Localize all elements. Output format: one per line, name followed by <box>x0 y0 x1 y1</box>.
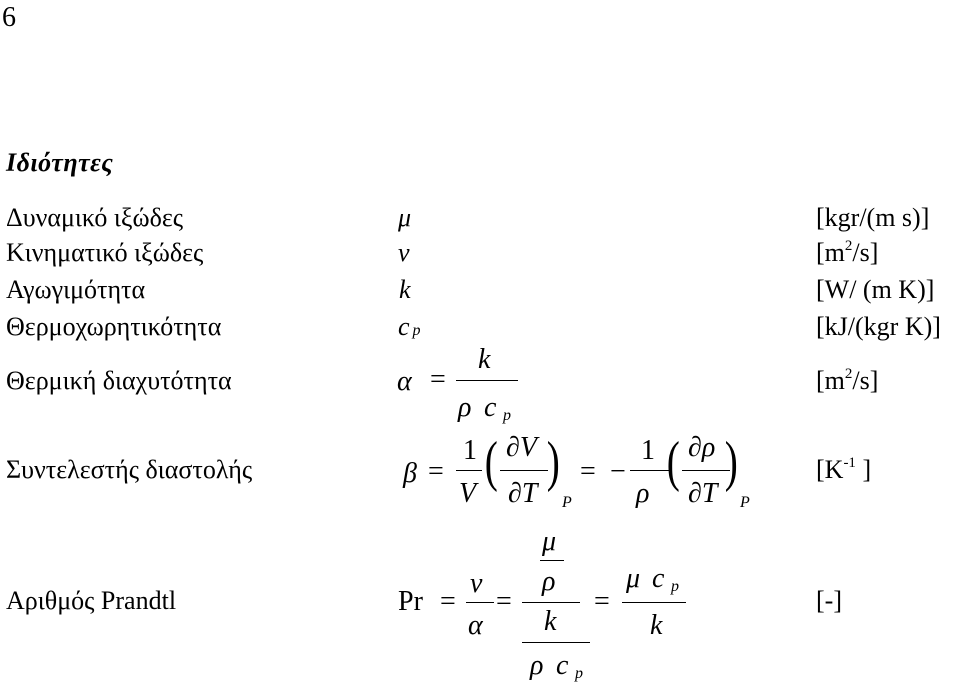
eq-pr-bar-main <box>522 602 580 603</box>
eq-beta-sub-P-b: P <box>740 494 750 511</box>
eq-beta-bar-c <box>630 470 670 471</box>
eq-beta-equals-2: = <box>580 456 596 487</box>
eq-beta-bar-d <box>682 470 730 471</box>
symbol-cp-c: c <box>398 312 410 341</box>
eq-pr-rho-a: ρ <box>542 566 556 597</box>
eq-pr-sub-b: p <box>575 665 583 682</box>
property-name-prandtl: Αριθμός Prandtl <box>6 586 177 615</box>
property-name-dynamic-viscosity: Δυναμικό ιξώδες <box>6 203 184 232</box>
eq-beta-rparen-a: ) <box>546 431 560 493</box>
eq-pr-bar-d <box>622 602 686 603</box>
eq-pr-equals-3: = <box>594 586 610 617</box>
symbol-cp <box>398 312 421 346</box>
property-name-kinematic-viscosity: Κινηματικό ιξώδες <box>6 238 204 267</box>
unit-ec-base: [K <box>816 455 844 484</box>
eq-beta-dV: ∂V <box>506 432 537 463</box>
eq-pr-bar-c <box>522 642 590 643</box>
property-name-expansion-coefficient: Συντελεστής διαστολής <box>6 455 253 484</box>
unit-prandtl: [-] <box>816 586 842 615</box>
eq-beta-one-a: 1 <box>463 435 477 466</box>
unit-ec-rest: ] <box>855 455 872 484</box>
symbol-mu: μ <box>398 203 412 232</box>
section-heading: Ιδιότητες <box>6 148 114 177</box>
unit-td-exp: 2 <box>844 366 853 382</box>
eq-beta-V-den: V <box>459 478 477 509</box>
symbol-k: k <box>399 275 411 304</box>
eq-beta-bar-a <box>456 470 482 471</box>
eq-beta-equals-1: = <box>428 456 444 487</box>
eq-alpha-den-c: c <box>484 392 497 423</box>
eq-pr-sub-c: p <box>671 578 679 595</box>
unit-kv-exp: 2 <box>844 238 853 254</box>
eq-beta-rho-den: ρ <box>636 478 650 509</box>
eq-pr-rho-b: ρ <box>530 650 544 681</box>
eq-beta-lparen-b: ( <box>666 431 680 493</box>
eq-alpha-den-sub: p <box>503 407 511 424</box>
eq-pr-nu: ν <box>470 568 483 599</box>
unit-thermal-diffusivity <box>816 366 878 396</box>
property-name-conductivity: Αγωγιμότητα <box>6 275 146 304</box>
eq-pr-bar-b <box>540 560 564 561</box>
eq-alpha-num: k <box>478 344 491 375</box>
unit-kinematic-viscosity <box>816 238 878 268</box>
eq-alpha-fraction-bar <box>456 380 518 381</box>
eq-alpha-lhs: α <box>397 366 412 397</box>
eq-beta-dT-b: ∂T <box>688 478 718 509</box>
eq-pr-mu: μ <box>542 526 557 557</box>
eq-beta-lhs: β <box>403 458 417 489</box>
eq-alpha-equals: = <box>430 364 446 395</box>
page-number: 6 <box>2 2 16 33</box>
symbol-cp-sub: p <box>412 322 421 339</box>
eq-pr-alpha: α <box>468 610 483 641</box>
unit-td-base: [m <box>816 366 845 395</box>
unit-expansion-coefficient <box>816 455 871 485</box>
unit-heat-capacity: [kJ/(kgr K)] <box>816 312 941 341</box>
eq-alpha-den-rho: ρ <box>458 392 472 423</box>
eq-beta-drho: ∂ρ <box>688 432 716 463</box>
eq-beta-sub-P-a: P <box>562 494 572 511</box>
unit-dynamic-viscosity: [kgr/(m s)] <box>816 203 930 232</box>
eq-beta-one-b: 1 <box>641 435 655 466</box>
eq-beta-bar-b <box>500 470 548 471</box>
eq-beta-lparen-a: ( <box>484 431 498 493</box>
unit-conductivity: [W/ (m K)] <box>816 275 935 304</box>
symbol-nu: ν <box>398 238 410 267</box>
unit-kv-rest: /s] <box>852 238 879 267</box>
unit-td-rest: /s] <box>852 366 879 395</box>
eq-pr-bar-a <box>466 602 494 603</box>
eq-beta-dT-a: ∂T <box>508 478 538 509</box>
unit-kv-base: [m <box>816 238 845 267</box>
eq-pr-c-b: c <box>556 650 569 681</box>
property-name-heat-capacity: Θερμοχωρητικότητα <box>6 312 222 341</box>
eq-pr-c-c: c <box>652 563 665 594</box>
eq-pr-lhs: Pr <box>398 586 423 617</box>
eq-pr-k-a: k <box>544 606 557 637</box>
eq-pr-equals-1: = <box>440 586 456 617</box>
eq-pr-k-c: k <box>650 610 663 641</box>
eq-beta-rparen-b: ) <box>724 431 738 493</box>
unit-ec-exp: -1 <box>843 455 856 471</box>
eq-beta-minus: − <box>610 456 626 487</box>
property-name-thermal-diffusivity: Θερμική διαχυτότητα <box>6 366 232 395</box>
eq-pr-mu-c: μ <box>626 563 641 594</box>
eq-pr-equals-2: = <box>496 586 512 617</box>
